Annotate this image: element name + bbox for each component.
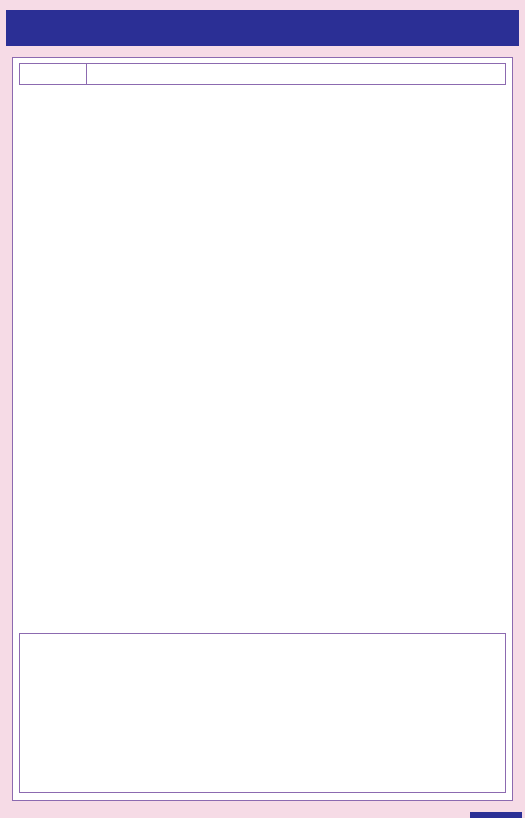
instructions-box — [19, 633, 506, 793]
exam-timetable — [12, 57, 513, 801]
page-title-bar — [6, 10, 519, 46]
table-header — [19, 63, 506, 85]
corner-strip — [470, 812, 522, 818]
